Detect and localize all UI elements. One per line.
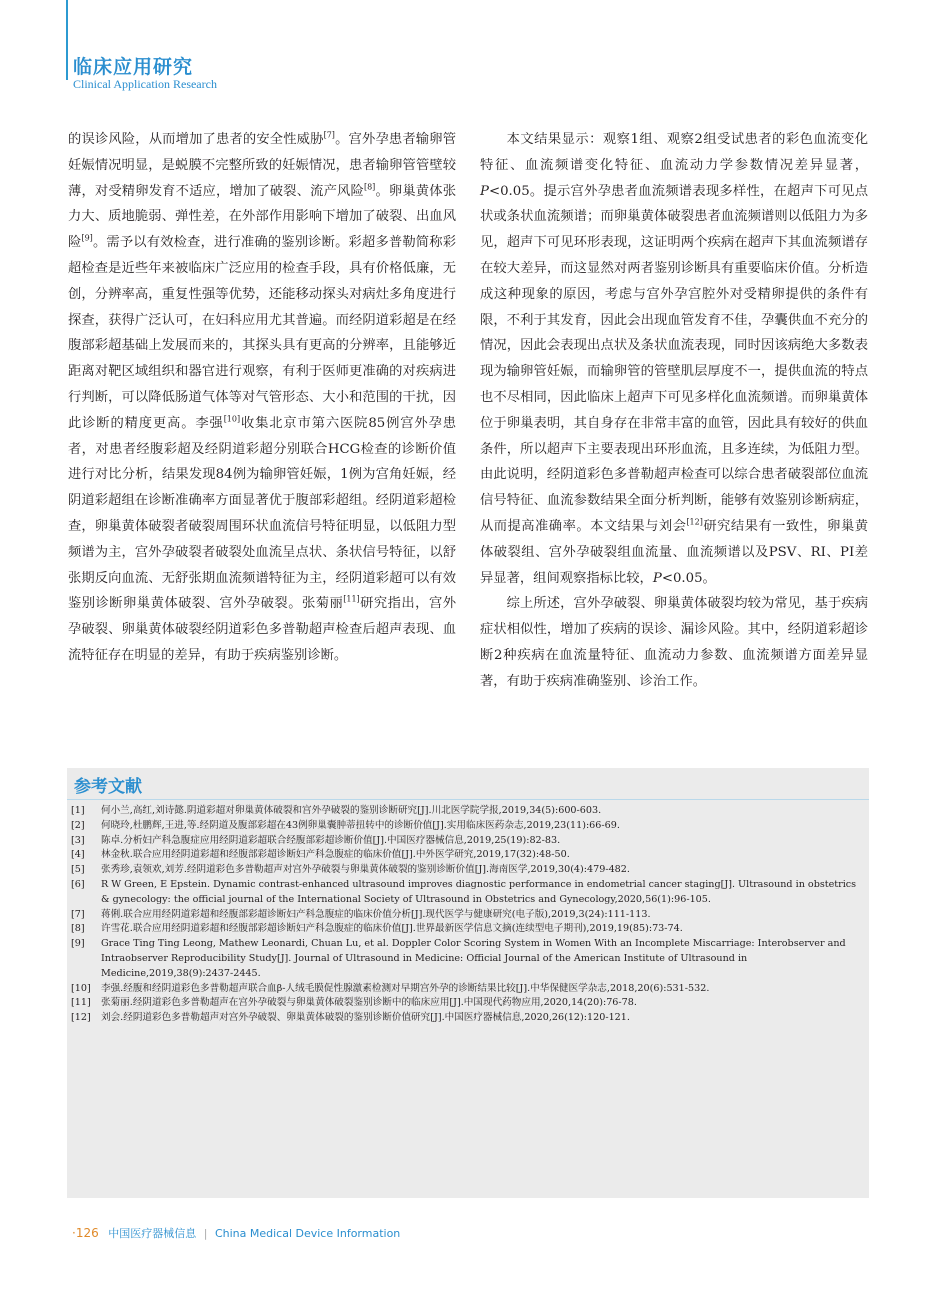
reference-item bbox=[71, 1011, 864, 1026]
section-subtitle: Clinical Application Research bbox=[73, 77, 217, 91]
reference-text: R W Green, E Epstein. Dynamic contrast-enhanced ultrasound improves diagnostic performance in endometrial cancer staging[J]. Ultrasound in obstetrics & gynecology: the official journal of the International Society of Ultrasound in Obstetrics and Gynecology,2020,56(1):96-105. bbox=[101, 878, 857, 905]
text-run: <0.05。提示宫外孕患者血流频谱表现多样性，在超声下可见点状或条状血流频谱；而卵巢黄体破裂患者血流频谱则以低阻力为多见，超声下可见环形表现，这证明两个疾病在超声下其血流频谱存在较大差异，而这显然对两者鉴别诊断具有重要临床价值。分析造成这种现象的原因，考虑与宫外孕宫腔外对受精卵提供的条件有限，不利于其发育，因此会出现血管发育不佳，孕囊供血不充分的情况，因此会表现出点状及条状血流表现，同时因该病绝大多数表现为输卵管妊娠，而输卵管的管壁肌层厚度不一，提供血流的特点也不尽相同，因此临床上超声下可见多样化血流频谱。而卵巢黄体位于卵巢表明，其自身存在非常丰富的血管，因此具有较好的供血条件，所以超声下主要表现出环形血流，且多连续，为低阻力型。由此说明，经阴道彩色多普勒超声检查可以综合患者破裂部位血流信号特征、血流参数结果全面分析判断，能够有效鉴别诊断病症，从而提高准确率。本文结果与刘会 bbox=[480, 183, 868, 534]
reference-item bbox=[71, 908, 864, 923]
citation-marker: [11] bbox=[343, 594, 360, 604]
reference-item bbox=[71, 819, 864, 834]
reference-number: [11] bbox=[71, 997, 91, 1009]
reference-item bbox=[71, 878, 864, 908]
body-column-left bbox=[68, 127, 456, 669]
citation-marker: [10] bbox=[223, 414, 241, 424]
reference-text: 刘会.经阴道彩色多普勒超声对宫外孕破裂、卵巢黄体破裂的鉴别诊断价值研究[J].中国医疗器械信息,2020,26(12):120-121. bbox=[101, 1012, 630, 1024]
reference-text: 许雪花.联合应用经阴道彩超和经腹部彩超诊断妇产科急腹症的临床价值[J].世界最新医学信息文摘(连续型电子期刊),2019,19(85):73-74. bbox=[101, 923, 683, 935]
reference-number: [4] bbox=[71, 849, 85, 861]
italic-symbol: P bbox=[480, 183, 489, 199]
page-number: ·126 bbox=[72, 1226, 99, 1240]
references-list bbox=[71, 804, 864, 1026]
citation-marker: [7] bbox=[323, 130, 335, 140]
references-divider bbox=[67, 799, 869, 800]
section-title: 临床应用研究 bbox=[73, 56, 194, 78]
reference-number: [5] bbox=[71, 864, 85, 876]
text-run: 研究指出，宫外孕破裂、卵巢黄体破裂经阴道彩色多普勒超声检查后超声表现、血流特征存在明显的差异，有助于疾病鉴别诊断。 bbox=[68, 596, 457, 663]
body-column-right bbox=[480, 127, 868, 695]
text-run: 。卵巢黄体张力大、质地脆弱、弹性差，在外部作用影响下增加了破裂、出血风险 bbox=[68, 183, 457, 251]
reference-text: 李强.经腹和经阴道彩色多普勒超声联合血β-人绒毛膜促性腺激素检测对早期宫外孕的诊断结果比较[J].中华保健医学杂志,2018,20(6):531-532. bbox=[101, 982, 710, 994]
references-title: 参考文献 bbox=[74, 777, 142, 797]
citation-marker: [9] bbox=[81, 233, 93, 243]
reference-number: [2] bbox=[71, 819, 85, 831]
text-run: 研究结果有一致性，卵巢黄体破裂组、宫外孕破裂组血流量、血流频谱以及PSV、RI、PI差异显著，组间观察指标比较， bbox=[480, 518, 869, 586]
reference-item bbox=[71, 996, 864, 1011]
reference-number: [10] bbox=[71, 982, 91, 994]
footer-separator: | bbox=[203, 1227, 208, 1240]
reference-number: [1] bbox=[71, 805, 85, 816]
citation-marker: [8] bbox=[363, 182, 376, 192]
reference-text: 陈卓.分析妇产科急腹症应用经阴道彩超联合经腹部彩超诊断价值[J].中国医疗器械信息,2019,25(19):82-83. bbox=[101, 834, 561, 846]
reference-item bbox=[71, 922, 864, 937]
reference-item bbox=[71, 863, 864, 878]
text-run: 。需予以有效检查，进行准确的鉴别诊断。彩超多普勒简称彩超检查是近些年来被临床广泛应用的检查手段，具有价格低廉，无创，分辨率高，重复性强等优势，还能移动探头对病灶多角度进行探查，获得广泛认可，在妇科应用尤其普遍。而经阴道彩超是在经腹部彩超基础上发展而来的，其探头具有更高的分辨率，且能够近距离对靶区域组织和器官进行观察，有利于医师更准确的对疾病进行判断，可以降低肠道气体等对气管形态、大小和范围的干扰，因此诊断的精度更高。李强 bbox=[68, 235, 457, 431]
reference-item bbox=[71, 848, 864, 863]
reference-number: [8] bbox=[71, 923, 85, 935]
header-rule bbox=[66, 0, 68, 80]
body-paragraph bbox=[68, 127, 456, 669]
reference-item bbox=[71, 982, 864, 997]
text-run: 。宫外孕患者输卵管妊娠情况明显，是蜕膜不完整所致的妊娠情况，患者输卵管管壁较薄，对受精卵发育不适应，增加了破裂、流产风险 bbox=[68, 132, 457, 199]
text-run: 本文结果显示：观察1组、观察2组受试患者的彩色血流变化特征、血流频谱变化特征、血流动力学参数情况差异显著， bbox=[480, 132, 868, 173]
text-run: 综上所述，宫外孕破裂、卵巢黄体破裂均较为常见，基于疾病症状相似性，增加了疾病的误诊、漏诊风险。其中，经阴道彩超诊断2种疾病在血流量特征、血流动力参数、血流频谱方面差异显著，有助于疾病准确鉴别、诊治工作。 bbox=[480, 596, 868, 689]
reference-number: [3] bbox=[71, 834, 85, 846]
citation-marker: [12] bbox=[686, 517, 703, 527]
reference-text: 张菊丽.经阴道彩色多普勒超声在宫外孕破裂与卵巢黄体破裂鉴别诊断中的临床应用[J].中国现代药物应用,2020,14(20):76-78. bbox=[101, 997, 637, 1009]
reference-text: 蒋俐.联合应用经阴道彩超和经腹部彩超诊断妇产科急腹症的临床价值分析[J].现代医学与健康研究(电子版),2019,3(24):111-113. bbox=[101, 908, 651, 920]
body-paragraph bbox=[480, 591, 868, 694]
reference-number: [7] bbox=[71, 908, 85, 920]
reference-text: 张秀珍,袁领欢,刘芳.经阴道彩色多普勒超声对宫外孕破裂与卵巢黄体破裂的鉴别诊断价值[J].海南医学,2019,30(4):479-482. bbox=[101, 864, 630, 876]
italic-symbol: P bbox=[652, 570, 662, 586]
body-paragraph bbox=[480, 127, 868, 591]
page-footer bbox=[72, 1225, 400, 1241]
reference-text: Grace Ting Ting Leong, Mathew Leonardi, Chuan Lu, et al. Doppler Color Scoring System in Women With an Incomplete Miscarriage: Interobserver and Intraobserver Reproducibility Study[J]. Journal of Ultrasound in Medicine: Official Journal of the American Institute of Ultrasound in Medicine,2019,38(9):2437-2445. bbox=[101, 938, 846, 979]
reference-number: [9] bbox=[71, 938, 85, 950]
reference-text: 林金秋.联合应用经阴道彩超和经腹部彩超诊断妇产科急腹症的临床价值[J].中外医学研究,2019,17(32):48-50. bbox=[101, 849, 570, 861]
reference-number: [12] bbox=[71, 1012, 91, 1024]
reference-text: 何晓玲,杜鹏辉,王进,等.经阴道及腹部彩超在43例卵巢囊肿蒂扭转中的诊断价值[J].实用临床医药杂志,2019,23(11):66-69. bbox=[101, 819, 620, 831]
references-box bbox=[67, 768, 869, 1198]
reference-item bbox=[71, 834, 864, 849]
reference-text: 何小兰,高红,刘诗懿.阴道彩超对卵巢黄体破裂和宫外孕破裂的鉴别诊断研究[J].川北医学院学报,2019,34(5):600-603. bbox=[101, 805, 602, 816]
text-run: 的误诊风险，从而增加了患者的安全性威胁 bbox=[68, 132, 324, 147]
reference-number: [6] bbox=[71, 878, 85, 890]
reference-item bbox=[71, 937, 864, 981]
text-run: 收集北京市第六医院85例宫外孕患者，对患者经腹彩超及经阴道彩超分别联合HCG检查的诊断价值进行对比分析，结果发现84例为输卵管妊娠，1例为宫角妊娠，经阴道彩超组在诊断准确率方面显著优于腹部彩超组。经阴道彩超检查，卵巢黄体破裂者破裂周围环状血流信号特征明显，以低阻力型频谱为主，宫外孕破裂者破裂处血流呈点状、条状信号特征，以舒张期反向血流、无舒张期血流频谱特征为主，经阴道彩超可以有效鉴别诊断卵巢黄体破裂、宫外孕破裂。张菊丽 bbox=[68, 415, 457, 612]
journal-name-en: China Medical Device Information bbox=[214, 1227, 401, 1240]
text-run: <0.05。 bbox=[661, 570, 716, 586]
reference-item bbox=[71, 804, 864, 819]
journal-name-cn: 中国医疗器械信息 bbox=[108, 1227, 197, 1240]
